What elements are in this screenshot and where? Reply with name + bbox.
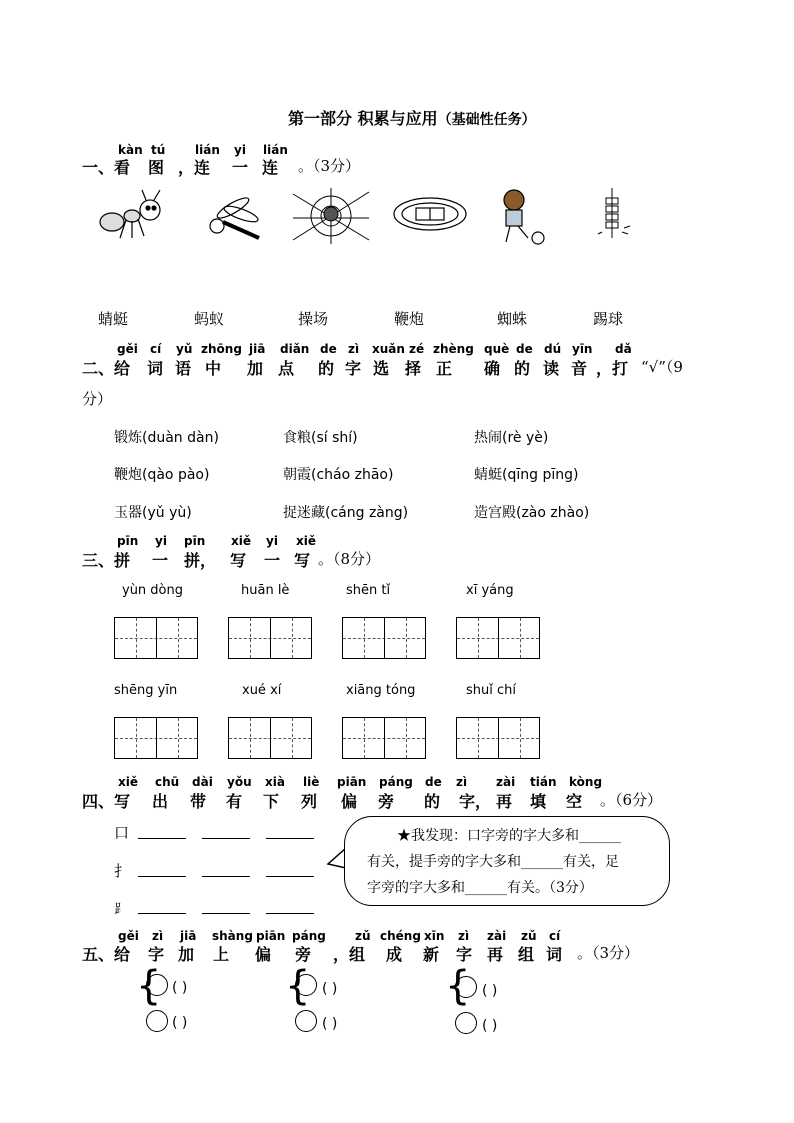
answer-paren[interactable]: ( ) — [172, 1015, 188, 1031]
pinyin: zì — [348, 342, 360, 356]
char: 成 — [386, 945, 403, 964]
char: 一 — [152, 551, 169, 570]
brace-icon: { — [136, 963, 162, 1009]
char: 组 — [518, 945, 535, 964]
pinyin: huān lè — [241, 583, 290, 598]
char: 给 — [114, 945, 131, 964]
char: 写 — [114, 792, 131, 811]
title-sub: （基础性任务） — [437, 112, 536, 128]
s5-number: 五、 — [82, 945, 115, 964]
score: 。（8分） — [318, 550, 381, 568]
answer-blank[interactable] — [138, 875, 186, 877]
char: 拼， — [184, 551, 217, 570]
bubble-line: 字旁的字大多和______有关。（3分） — [367, 880, 593, 896]
s2-number: 二、 — [82, 359, 115, 378]
pinyin: lián — [195, 143, 220, 157]
pinyin: pīn — [117, 534, 139, 548]
answer-blank[interactable] — [266, 875, 314, 877]
writing-grid[interactable] — [456, 617, 540, 659]
pinyin: xī yáng — [466, 583, 514, 598]
score-cont: 分） — [82, 390, 113, 408]
writing-grid[interactable] — [114, 617, 198, 659]
option: 鞭炮(qào pào) — [114, 467, 210, 483]
pinyin: shēng yīn — [114, 683, 178, 698]
bubble-line: ★我发现：口字旁的字大多和______ — [397, 828, 621, 844]
pinyin: xiě — [231, 534, 251, 548]
char: 偏 — [255, 945, 272, 964]
option: 玉器(yǔ yù) — [114, 505, 192, 521]
char: 下 — [263, 792, 280, 811]
char: 词 — [147, 359, 164, 378]
pinyin: yi — [266, 534, 278, 548]
word: 踢球 — [593, 310, 624, 328]
firecrackers-image — [598, 188, 630, 238]
bubble-line: 有关，提手旁的字大多和______有关，足 — [367, 854, 619, 870]
pinyin: shēn tǐ — [346, 583, 391, 598]
brace-icon: { — [445, 963, 471, 1009]
playground-image — [394, 198, 466, 230]
char: 图 — [148, 158, 165, 177]
pinyin: shàng — [212, 929, 253, 943]
option: 锻炼(duàn dàn) — [114, 430, 219, 446]
pinyin: yǒu — [227, 775, 252, 789]
score: 。（6分） — [600, 791, 663, 809]
char: 字， — [459, 792, 492, 811]
pinyin: xiě — [118, 775, 138, 789]
char: 择 — [405, 359, 422, 378]
discovery-bubble — [344, 816, 670, 906]
spider-image — [293, 188, 369, 244]
writing-grid[interactable] — [114, 717, 198, 759]
word: 蚂蚁 — [194, 310, 225, 328]
char: 的 — [424, 792, 441, 811]
pinyin: yi — [234, 143, 246, 157]
pinyin: què — [484, 342, 510, 356]
pinyin: de — [516, 342, 533, 356]
char: 看 — [114, 158, 131, 177]
option: 造宫殿(zào zhào) — [474, 505, 590, 521]
char: 字 — [456, 945, 473, 964]
char: 选 — [373, 359, 390, 378]
char: 词 — [546, 945, 563, 964]
pinyin: piān — [337, 775, 367, 789]
char: 拼 — [114, 551, 131, 570]
radical: 扌 — [114, 862, 130, 880]
answer-blank[interactable] — [202, 875, 250, 877]
pinyin: diǎn — [280, 342, 310, 356]
char: 列 — [301, 792, 318, 811]
pinyin: tián — [530, 775, 557, 789]
answer-paren[interactable]: ( ) — [482, 983, 498, 999]
char: 旁 — [295, 945, 312, 964]
pinyin: chéng — [380, 929, 421, 943]
pinyin: kòng — [569, 775, 603, 789]
word: 蜘蛛 — [497, 310, 528, 328]
pinyin: zǔ — [355, 929, 371, 943]
s1-number: 一、 — [82, 158, 115, 177]
character-circle[interactable] — [146, 1010, 168, 1032]
char: ，连 — [178, 158, 211, 177]
writing-grid[interactable] — [456, 717, 540, 759]
dragonfly-image — [210, 195, 260, 238]
char: 音 — [571, 359, 588, 378]
ant-image — [100, 190, 160, 238]
pinyin: dài — [192, 775, 213, 789]
char: 确 — [484, 359, 501, 378]
char: 加 — [178, 945, 195, 964]
char: 给 — [114, 359, 131, 378]
s4-number: 四、 — [82, 792, 115, 811]
pinyin: xiāng tóng — [346, 683, 416, 698]
pinyin: pīn — [184, 534, 206, 548]
pinyin: zài — [487, 929, 507, 943]
pinyin: piān — [256, 929, 286, 943]
pinyin: zǔ — [521, 929, 537, 943]
score: “√”（9 — [641, 358, 683, 376]
pinyin: yùn dòng — [122, 583, 184, 598]
char: 正 — [436, 359, 453, 378]
word: 蜻蜓 — [98, 310, 129, 328]
score: 。（3分） — [298, 157, 361, 175]
char: 再 — [487, 945, 504, 964]
pinyin: shuǐ chí — [466, 683, 516, 698]
char: 加 — [247, 359, 264, 378]
writing-grid[interactable] — [228, 617, 312, 659]
pinyin: kàn — [118, 143, 143, 157]
character-circle[interactable] — [146, 974, 168, 996]
char: 点 — [278, 359, 295, 378]
pinyin: páng — [292, 929, 326, 943]
s1-image-row — [98, 188, 658, 248]
char: 偏 — [341, 792, 358, 811]
pinyin: tú — [151, 143, 166, 157]
pinyin: cí — [150, 342, 162, 356]
answer-blank[interactable] — [202, 837, 250, 839]
char: 一 — [232, 158, 249, 177]
radical: 口 — [114, 824, 130, 842]
char: 字 — [148, 945, 165, 964]
pinyin: yīn — [572, 342, 593, 356]
radical: ⻊ — [114, 902, 128, 917]
char: 填 — [530, 792, 547, 811]
pinyin: zì — [456, 775, 468, 789]
title-main: 第一部分 积累与应用 — [288, 109, 438, 128]
char: 写 — [230, 551, 247, 570]
char: ，打 — [596, 359, 629, 378]
pinyin: zài — [496, 775, 516, 789]
character-circle[interactable] — [455, 976, 477, 998]
char: 再 — [496, 792, 513, 811]
pinyin: xīn — [424, 929, 445, 943]
pinyin: liè — [303, 775, 320, 789]
char: 上 — [213, 945, 230, 964]
answer-paren[interactable]: ( ) — [322, 1016, 338, 1032]
char: 字 — [345, 359, 362, 378]
char: 的 — [514, 359, 531, 378]
pinyin: zhōng — [201, 342, 242, 356]
pinyin: páng — [379, 775, 413, 789]
char: 读 — [543, 359, 560, 378]
char: 的 — [318, 359, 335, 378]
answer-blank[interactable] — [266, 912, 314, 914]
answer-blank[interactable] — [138, 837, 186, 839]
pinyin: chū — [155, 775, 180, 789]
pinyin: xià — [265, 775, 285, 789]
char: 中 — [205, 359, 222, 378]
pinyin: yǔ — [176, 342, 193, 356]
pinyin: dǎ — [615, 342, 632, 356]
option: 捉迷藏(cáng zàng) — [283, 505, 409, 521]
answer-paren[interactable]: ( ) — [172, 980, 188, 996]
pinyin: zhèng — [433, 342, 474, 356]
brace-icon: { — [285, 963, 311, 1009]
pinyin: gěi — [117, 342, 138, 356]
option: 食粮(sí shí) — [283, 430, 358, 446]
pinyin: yi — [155, 534, 167, 548]
pinyin: xiě — [296, 534, 316, 548]
char: ，组 — [333, 945, 366, 964]
score: 。（3分） — [577, 944, 640, 962]
pinyin: gěi — [118, 929, 139, 943]
answer-blank[interactable] — [266, 837, 314, 839]
s3-number: 三、 — [82, 551, 115, 570]
char: 空 — [566, 792, 583, 811]
pinyin: de — [320, 342, 337, 356]
boy-kicking-ball-image — [504, 190, 544, 244]
word: 操场 — [298, 310, 329, 328]
pinyin: jiā — [180, 929, 197, 943]
char: 带 — [190, 792, 207, 811]
char: 语 — [175, 359, 192, 378]
char: 写 — [294, 551, 311, 570]
pinyin: zé — [409, 342, 425, 356]
char: 连 — [262, 158, 279, 177]
pinyin: lián — [263, 143, 288, 157]
writing-grid[interactable] — [228, 717, 312, 759]
word: 鞭炮 — [394, 310, 425, 328]
pinyin: cí — [549, 929, 561, 943]
pinyin: jiā — [249, 342, 266, 356]
answer-paren[interactable]: ( ) — [322, 981, 338, 997]
char: 出 — [152, 792, 169, 811]
pinyin: zì — [152, 929, 164, 943]
option: 蜻蜓(qīng pīng) — [474, 467, 579, 483]
char: 有 — [226, 792, 243, 811]
character-circle[interactable] — [455, 1012, 477, 1034]
pinyin: dú — [544, 342, 562, 356]
writing-grid[interactable] — [342, 717, 426, 759]
option: 朝霞(cháo zhāo) — [283, 467, 394, 483]
character-circle[interactable] — [295, 1010, 317, 1032]
option: 热闹(rè yè) — [474, 430, 549, 446]
char: 新 — [423, 945, 440, 964]
pinyin: zì — [458, 929, 470, 943]
char: 一 — [264, 551, 281, 570]
page-title — [288, 106, 536, 129]
character-circle[interactable] — [295, 974, 317, 996]
answer-paren[interactable]: ( ) — [482, 1018, 498, 1034]
answer-blank[interactable] — [202, 912, 250, 914]
pinyin: xuǎn — [372, 342, 405, 356]
pinyin: de — [425, 775, 442, 789]
answer-blank[interactable] — [138, 912, 186, 914]
pinyin: xué xí — [242, 683, 282, 698]
writing-grid[interactable] — [342, 617, 426, 659]
char: 旁 — [378, 792, 395, 811]
